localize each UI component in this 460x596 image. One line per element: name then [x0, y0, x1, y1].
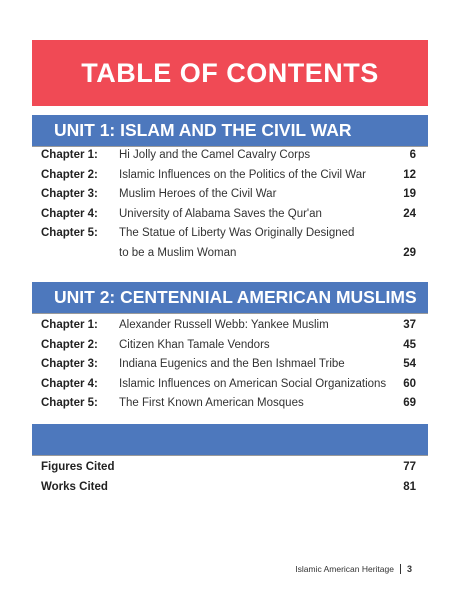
references-header: [32, 424, 428, 455]
chapter-label: Chapter 4:: [41, 377, 98, 390]
book-title: Islamic American Heritage: [295, 564, 394, 574]
page-number: 77: [403, 461, 416, 473]
chapter-title: The Statue of Liberty Was Originally Designed: [119, 227, 355, 239]
reference-label: Figures Cited: [41, 461, 115, 473]
toc-row[interactable]: [41, 224, 416, 244]
toc-row[interactable]: [41, 166, 416, 186]
chapter-label: Chapter 4:: [41, 207, 98, 220]
chapter-title: to be a Muslim Woman: [119, 246, 237, 259]
page-title: TABLE OF CONTENTS: [81, 57, 379, 88]
toc-row[interactable]: [41, 478, 416, 498]
page-number: 6: [409, 149, 416, 161]
reference-label: Works Cited: [41, 480, 108, 493]
page-footer: [295, 564, 412, 574]
chapter-label: Chapter 2:: [41, 168, 98, 181]
chapter-title: University of Alabama Saves the Qur'an: [119, 207, 322, 220]
toc-row[interactable]: [41, 185, 416, 205]
chapter-title: The First Known American Mosques: [119, 397, 304, 409]
chapter-label: Chapter 2:: [41, 338, 98, 351]
page-number: 19: [403, 188, 416, 200]
unit-1-header: [32, 115, 428, 146]
chapter-label: Chapter 3:: [41, 188, 98, 200]
toc-row[interactable]: [41, 244, 416, 264]
page-number: 29: [403, 246, 416, 259]
chapter-title: Citizen Khan Tamale Vendors: [119, 338, 270, 351]
unit-2-top-rule: [32, 313, 428, 314]
toc-row[interactable]: [41, 336, 416, 356]
chapter-title: Islamic Influences on American Social Organizations: [119, 377, 387, 390]
chapter-label: Chapter 1:: [41, 149, 98, 161]
unit-1-toc: [41, 146, 416, 263]
unit-1-title: UNIT 1: ISLAM AND THE CIVIL WAR: [54, 120, 352, 140]
page-number: 45: [403, 338, 416, 351]
unit-2-title: UNIT 2: CENTENNIAL AMERICAN MUSLIMS: [54, 287, 417, 307]
toc-row[interactable]: [41, 458, 416, 478]
footer-divider: [400, 564, 401, 574]
page-number: 54: [403, 358, 416, 370]
page-number: 37: [403, 319, 416, 331]
toc-row[interactable]: [41, 316, 416, 336]
chapter-title: Islamic Influences on the Politics of the Civil War: [119, 168, 366, 181]
chapter-label: Chapter 5:: [41, 397, 98, 409]
references-toc: [41, 458, 416, 497]
chapter-label: Chapter 1:: [41, 319, 98, 331]
unit-2-toc: [41, 316, 416, 414]
page-number: 81: [403, 480, 416, 493]
toc-row[interactable]: [41, 205, 416, 225]
chapter-title: Hi Jolly and the Camel Cavalry Corps: [119, 149, 311, 161]
chapter-title: Muslim Heroes of the Civil War: [119, 188, 277, 200]
page-number: 69: [403, 397, 416, 409]
chapter-title: Alexander Russell Webb: Yankee Muslim: [119, 319, 329, 331]
toc-row[interactable]: [41, 375, 416, 395]
page-number: 24: [403, 207, 416, 220]
toc-row[interactable]: [41, 355, 416, 375]
page-number: 60: [403, 377, 416, 390]
chapter-title: Indiana Eugenics and the Ben Ishmael Tribe: [119, 358, 345, 370]
toc-row[interactable]: [41, 394, 416, 414]
title-banner: [32, 40, 428, 106]
page-number: 12: [403, 168, 416, 181]
footer-page-number: 3: [406, 564, 412, 574]
chapter-label: Chapter 5:: [41, 227, 98, 239]
toc-row[interactable]: [41, 146, 416, 166]
unit-2-header: [32, 282, 428, 313]
references-top-rule: [32, 455, 428, 456]
chapter-label: Chapter 3:: [41, 358, 98, 370]
